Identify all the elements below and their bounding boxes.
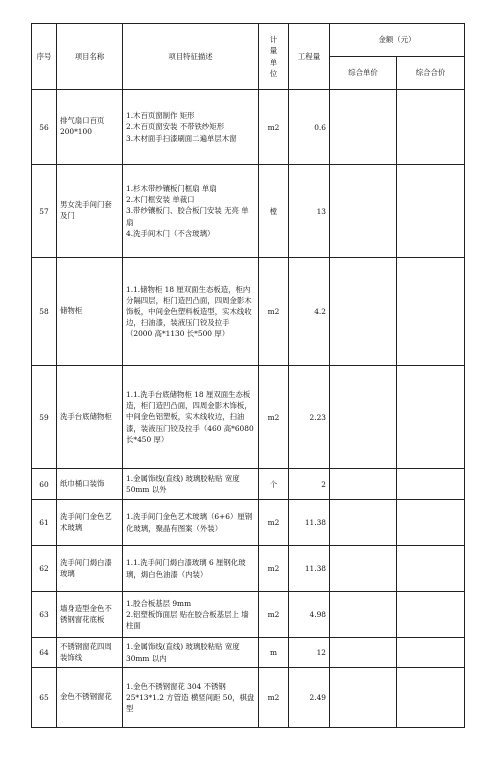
row-total-price <box>397 366 465 469</box>
row-qty: 13 <box>289 165 330 258</box>
row-total-price <box>397 469 465 500</box>
row-unit: m2 <box>259 546 289 592</box>
row-unit: m2 <box>259 668 289 728</box>
row-unit-price <box>330 165 397 258</box>
header-desc: 项目特征描述 <box>123 24 259 90</box>
header-row-top <box>32 24 465 57</box>
table-row <box>32 258 465 366</box>
row-name: 墙身造型金色不锈钢窗花底板 <box>57 592 123 638</box>
row-seq: 61 <box>32 500 57 546</box>
row-desc: 1.金属饰线(直线) 玻璃胶粘贴 宽度 50mm 以外 <box>123 469 259 500</box>
row-qty: 12 <box>289 638 330 668</box>
row-seq: 56 <box>32 90 57 165</box>
table-row <box>32 366 465 469</box>
row-name: 纸巾桶口装饰 <box>57 469 123 500</box>
row-qty: 11.38 <box>289 500 330 546</box>
header-unit-price: 综合单价 <box>330 57 397 90</box>
row-unit: 樘 <box>259 165 289 258</box>
row-desc: 1.金色不锈钢窗花 304 不锈钢 25*13*1.2 方管造 横竖间距 50，棋盘型 <box>123 668 259 728</box>
row-name: 不锈钢窗花四周装饰线 <box>57 638 123 668</box>
row-desc: 1.1.洗手台底储物柜 18 厘双面生态板造，柜门造凹凸面，四周金影木饰板，中间金色铝塑板，实木线收边，扫油漆，装液压门铰及拉手（460 高*6080 长*450 厚） <box>123 366 259 469</box>
row-unit-price <box>330 258 397 366</box>
row-seq: 62 <box>32 546 57 592</box>
row-total-price <box>397 500 465 546</box>
row-name: 男女洗手间门套及门 <box>57 165 123 258</box>
row-desc: 1.木百页窗制作 矩形 2.木百页窗安装 不带铁纱矩形 3.木材面手扫漆刷面二遍单层木窗 <box>123 90 259 165</box>
header-total-price: 综合合价 <box>397 57 465 90</box>
row-qty: 11.38 <box>289 546 330 592</box>
header-amount: 金额（元） <box>330 24 465 57</box>
row-unit: m2 <box>259 258 289 366</box>
row-qty: 4.98 <box>289 592 330 638</box>
row-unit-price <box>330 90 397 165</box>
row-desc: 1.1.洗手间门焗白漆玻璃 6 厘钢化玻璃，焗白色油漆（内装） <box>123 546 259 592</box>
header-name: 项目名称 <box>57 24 123 90</box>
row-seq: 63 <box>32 592 57 638</box>
row-total-price <box>397 638 465 668</box>
row-qty: 0.6 <box>289 90 330 165</box>
row-seq: 60 <box>32 469 57 500</box>
row-unit: m <box>259 638 289 668</box>
row-desc: 1.1.储物柜 18 厘双面生态板造，柜内分隔四层，柜门造凹凸面，四周金影木饰板，中间金色塑料板造型，实木线收边，扫油漆，装液压门铰及拉手（2000 高*1130 长*500 厚） <box>123 258 259 366</box>
header-qty: 工程量 <box>289 24 330 90</box>
table-row <box>32 546 465 592</box>
table-row <box>32 500 465 546</box>
row-total-price <box>397 165 465 258</box>
row-desc: 1.洗手间门金色艺术玻璃（6+6）厘钢化玻璃，聚晶有图案（外装） <box>123 500 259 546</box>
table-row <box>32 638 465 668</box>
header-seq: 序号 <box>32 24 57 90</box>
row-desc: 1.胶合板基层 9mm 2.铝塑板饰面层 贴在胶合板基层上 墙柱面 <box>123 592 259 638</box>
row-unit: m2 <box>259 90 289 165</box>
row-unit: 个 <box>259 469 289 500</box>
row-unit-price <box>330 469 397 500</box>
row-unit: m2 <box>259 592 289 638</box>
row-qty: 4.2 <box>289 258 330 366</box>
row-seq: 57 <box>32 165 57 258</box>
row-desc: 1.金属饰线(直线) 玻璃胶粘贴 宽度 30mm 以内 <box>123 638 259 668</box>
row-unit-price <box>330 668 397 728</box>
table-row <box>32 592 465 638</box>
table-row <box>32 90 465 165</box>
bill-of-quantities-table <box>31 23 465 728</box>
row-unit-price <box>330 366 397 469</box>
table-row <box>32 165 465 258</box>
table-row <box>32 469 465 500</box>
row-qty: 2 <box>289 469 330 500</box>
row-unit-price <box>330 546 397 592</box>
row-total-price <box>397 668 465 728</box>
row-unit: m2 <box>259 500 289 546</box>
row-unit: m2 <box>259 366 289 469</box>
row-unit-price <box>330 500 397 546</box>
row-unit-price <box>330 638 397 668</box>
row-total-price <box>397 546 465 592</box>
row-name: 洗手台底储物柜 <box>57 366 123 469</box>
row-unit-price <box>330 592 397 638</box>
row-name: 排气扇口百页 200*100 <box>57 90 123 165</box>
header-unit: 计 量 单 位 <box>259 24 289 90</box>
row-seq: 65 <box>32 668 57 728</box>
row-total-price <box>397 90 465 165</box>
table-row <box>32 668 465 728</box>
row-seq: 59 <box>32 366 57 469</box>
row-name: 洗手间门焗白漆玻璃 <box>57 546 123 592</box>
row-qty: 2.23 <box>289 366 330 469</box>
row-name: 储物柜 <box>57 258 123 366</box>
row-desc: 1.杉木带纱镶板门框扇 单扇 2.木门框安装 单裁口 3.带纱镶板门、胶合板门安装 无亮 单扇 4.洗手间木门（不含玻璃） <box>123 165 259 258</box>
row-total-price <box>397 592 465 638</box>
row-seq: 64 <box>32 638 57 668</box>
row-qty: 2.49 <box>289 668 330 728</box>
row-total-price <box>397 258 465 366</box>
row-seq: 58 <box>32 258 57 366</box>
row-name: 洗手间门金色艺术玻璃 <box>57 500 123 546</box>
row-name: 金色不锈钢窗花 <box>57 668 123 728</box>
